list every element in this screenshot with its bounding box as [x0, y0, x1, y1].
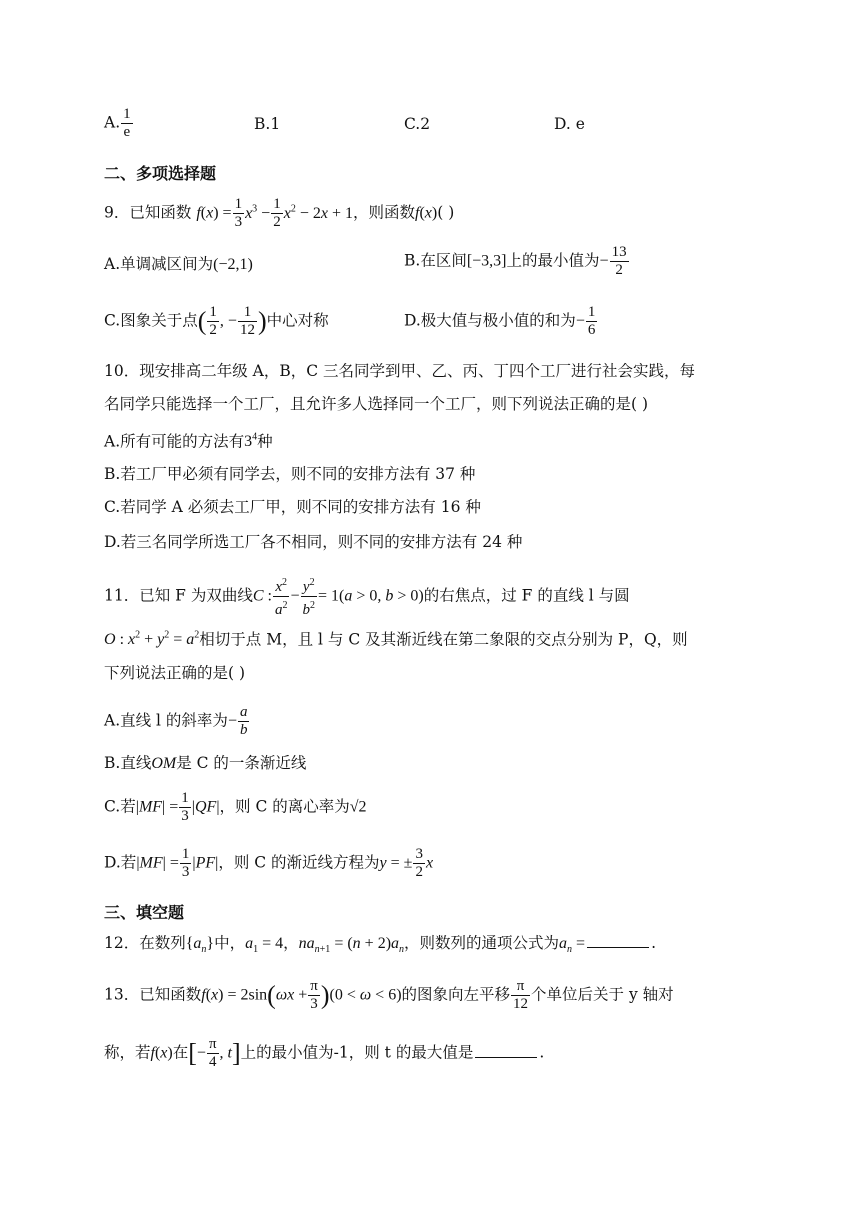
q13-stem-line1: 13．已知函数f(x) = 2sin(ωx + $\frac{\pi}{3}$ )(0 < ω < 6)的图象向左平移 $\frac{\pi}{12}$ 个单位后关于 y 轴对: [104, 978, 674, 1012]
q9-option-a: A.单调减区间为(−2,1): [104, 255, 253, 273]
q11-option-c: C.若|MF| = $\frac{1}{3}$ |QF|，则 C 的离心率为√2: [104, 790, 367, 824]
q11-stem-line2: O : $x^2 + y^2 = a^2$相切于点 M，且 l 与 C 及其渐近线在第二象限的交点分别为 P，Q，则: [104, 630, 688, 649]
q10-stem-line2: 名同学只能选择一个工厂，且允许多人选择同一个工厂，则下列说法正确的是( ): [104, 395, 649, 413]
q10-option-b: B.若工厂甲必须有同学去，则不同的安排方法有 37 种: [104, 465, 476, 483]
q10-option-a: A.所有可能的方法有$3^4$种: [104, 432, 273, 451]
q11-option-d: D.若|MF| = $\frac{1}{3}$ |PF|，则 C 的渐近线方程为y = ± $\frac{3}{2}$ x: [104, 846, 434, 880]
q12-answer-blank[interactable]: [587, 933, 649, 948]
q12-stem: 12．在数列$\{a_n\}$中，$a_1 = 4$，$na_{n+1} = (n + 2)a_n$，则数列的通项公式为$a_n$ = .: [104, 934, 657, 956]
q9-option-d: D.极大值与极小值的和为− $\frac{1}{6}$: [404, 304, 596, 338]
section-heading-fill-in: 三、填空题: [104, 903, 185, 922]
q8-option-b: B.1: [254, 115, 281, 133]
q10-option-d: D.若三名同学所选工厂各不相同，则不同的安排方法有 24 种: [104, 533, 523, 551]
section-heading-multiple-choice: 二、多项选择题: [104, 164, 217, 183]
q9-option-c: C.图象关于点( $\frac{1}{2}$ , − $\frac{1}{12}$ )中心对称: [104, 304, 329, 338]
q10-option-c: C.若同学 A 必须去工厂甲，则不同的安排方法有 16 种: [104, 498, 481, 516]
q9-option-b: B.在区间[−3,3]上的最小值为− $\frac{13}{2}$: [404, 244, 627, 278]
q11-option-b: B.直线OM是 C 的一条渐近线: [104, 754, 307, 772]
q13-answer-blank[interactable]: [475, 1043, 537, 1058]
q13-stem-line2: 称，若f(x)在[− $\frac{\pi}{4}$ , t]上的最小值为-1，则 t 的最大值是 .: [104, 1036, 545, 1070]
q8-option-a: A. $\frac{1}{e}$: [104, 106, 131, 140]
q8-option-d: D. e: [554, 115, 585, 133]
q11-stem-line1: 11．已知 F 为双曲线C : $\frac{x^2}{a^2}$ − $\frac{y^2}{b^2}$ = 1(a > 0, b > 0)的右焦点，过 F 的直线 l 与圆: [104, 574, 630, 619]
q10-stem-line1: 10．现安排高二年级 A，B，C 三名同学到甲、乙、丙、丁四个工厂进行社会实践，每: [104, 362, 696, 380]
q9-stem: 9．已知函数 f(x) = $\frac{1}{3}$ $x^3$ − $\frac{1}{2}$ $x^2 - 2x + 1$，则函数f(x)( ): [104, 196, 455, 230]
q11-stem-line3: 下列说法正确的是( ): [104, 664, 246, 682]
q11-option-a: A.直线 l 的斜率为− $\frac{a}{b}$: [104, 704, 248, 738]
q8-option-c: C.2: [404, 115, 431, 133]
